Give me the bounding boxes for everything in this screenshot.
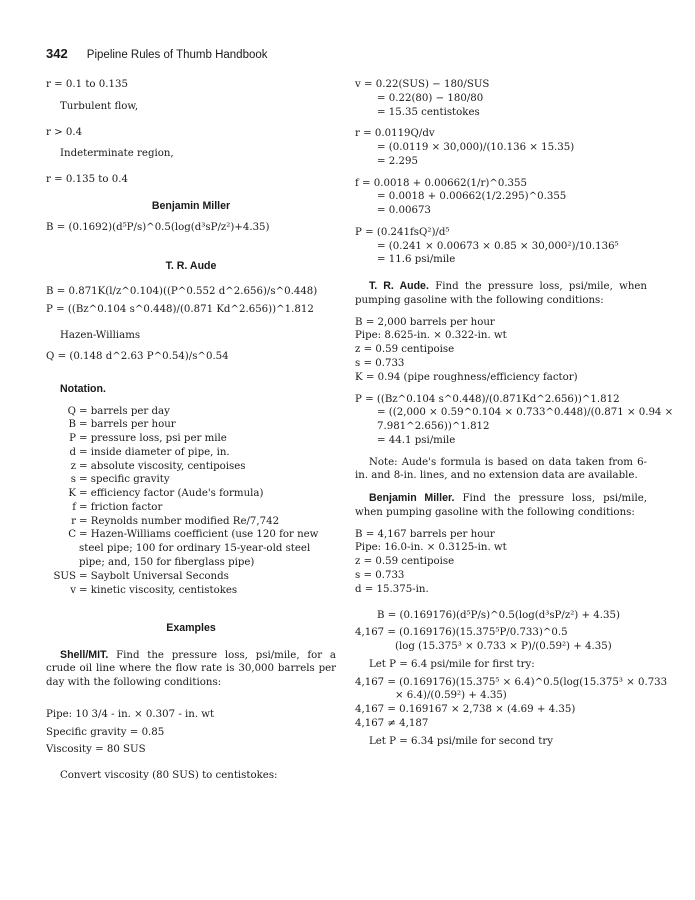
notation-item: d = inside diameter of pipe, in. <box>69 446 230 458</box>
notation-item: P = pressure loss, psi per mile <box>69 433 227 445</box>
aude-p-eq-4: = 44.1 psi/mile <box>377 434 456 446</box>
notation-heading: Notation. <box>60 383 106 396</box>
aude-equation-1: B = 0.871K(l/z^0.104)((P^0.552 d^2.656)/s^0.448) <box>46 286 318 298</box>
pipe-spec: Pipe: 10 3/4 - in. × 0.307 - in. wt <box>46 708 215 720</box>
specific-gravity: Specific gravity = 0.85 <box>46 726 165 738</box>
convert-text: Convert viscosity (80 SUS) to centistokes: <box>60 770 278 782</box>
aude-condition: z = 0.59 centipoise <box>355 344 455 356</box>
r-range-2: r > 0.4 <box>46 126 83 138</box>
shell-lead: Shell/MIT. <box>60 648 109 661</box>
notation-list <box>46 405 336 598</box>
viscosity: Viscosity = 80 SUS <box>46 744 146 756</box>
examples-heading: Examples <box>166 622 216 635</box>
aude-condition: Pipe: 8.625-in. × 0.322-in. wt <box>355 330 507 342</box>
shell-paragraph: Shell/MIT. Find the pressure loss, psi/mile, for a crude oil line where the flow rate is 30,000 barrels per day with the following conditions: <box>46 648 336 689</box>
right-column <box>355 78 674 748</box>
aude-p-eq-3: 7.981^2.656))^1.812 <box>377 421 490 433</box>
miller-eq-5: 4,167 = (0.169176)(15.375⁵ × 6.4)^0.5(log(15.375³ × 0.733 <box>355 676 668 688</box>
miller-paragraph: Benjamin Miller. Find the pressure loss, psi/mile, when pumping gasoline with the following conditions: <box>355 492 647 518</box>
r-eq-1: r = 0.0119Q/dv <box>355 128 435 140</box>
aude-note: Note: Aude's formula is based on data taken from 6-in. and 8-in. lines, and no extension data are available. <box>355 456 647 482</box>
notation-item: f = friction factor <box>72 501 163 513</box>
miller-second-try: Let P = 6.34 psi/mile for second try <box>369 735 553 747</box>
page-number: 342 <box>46 46 68 61</box>
aude-heading: T. R. Aude <box>165 259 217 272</box>
miller-eq-2: 4,167 = (0.169176)(15.375⁵P/0.733)^0.5 <box>355 627 568 639</box>
miller-first-try: Let P = 6.4 psi/mile for first try: <box>369 658 535 670</box>
turbulent-text: Turbulent flow, <box>60 100 139 112</box>
aude-condition: s = 0.733 <box>355 358 405 370</box>
notation-item: s = specific gravity <box>70 474 170 486</box>
p-eq-1: P = (0.241fsQ²)/d⁵ <box>355 226 450 238</box>
notation-item: r = Reynolds number modified Re/7,742 <box>71 515 280 527</box>
r-eq-2: = (0.0119 × 30,000)/(10.136 × 15.35) <box>377 142 575 154</box>
notation-item: K = efficiency factor (Aude's formula) <box>68 488 264 500</box>
r-eq-3: = 2.295 <box>377 155 418 167</box>
miller-heading: Benjamin Miller <box>151 199 231 212</box>
notation-item: v = kinetic viscosity, centistokes <box>70 584 238 596</box>
notation-item: z = absolute viscosity, centipoises <box>70 460 246 472</box>
notation-item: Q = barrels per day <box>67 405 170 417</box>
miller-eq-7: 4,167 = 0.169167 × 2,738 × (4.69 + 4.35) <box>355 704 576 716</box>
miller-condition: z = 0.59 centipoise <box>355 556 455 568</box>
f-eq-1: f = 0.0018 + 0.00662(1/r)^0.355 <box>355 177 528 189</box>
miller-lead: Benjamin Miller. <box>369 492 455 505</box>
aude-p-eq-2: = ((2,000 × 0.59^0.104 × 0.733^0.448)/(0.871 × 0.94 × <box>377 407 674 419</box>
aude-paragraph: T. R. Aude. Find the pressure loss, psi/mile, when pumping gasoline with the following conditions: <box>355 280 647 306</box>
aude-lead: T. R. Aude. <box>369 280 429 293</box>
miller-condition: B = 4,167 barrels per hour <box>355 528 495 540</box>
v-eq-2: = 0.22(80) − 180/80 <box>377 92 484 104</box>
notation-item: SUS = Saybolt Universal Seconds <box>53 570 229 582</box>
aude-p-eq-1: P = ((Bz^0.104 s^0.448)/(0.871Kd^2.656))^1.812 <box>355 393 620 405</box>
miller-eq-6: × 6.4)/(0.59²) + 4.35) <box>395 690 507 702</box>
p-eq-2: = (0.241 × 0.00673 × 0.85 × 30,000²)/10.136⁵ <box>377 240 619 252</box>
notation-item: C = Hazen-Williams coefficient (use 120 for new steel pipe; 100 for ordinary 15-year-old steel pipe; and, 150 for fiberglass pipe) <box>68 529 319 568</box>
miller-eq-1: B = (0.169176)(d⁵P/s)^0.5(log(d³sP/z²) + 4.35) <box>377 609 620 621</box>
r-range-3: r = 0.135 to 0.4 <box>46 174 128 186</box>
hazen-williams-label: Hazen-Williams <box>60 329 141 341</box>
f-eq-3: = 0.00673 <box>377 205 431 217</box>
p-eq-3: = 11.6 psi/mile <box>377 254 456 266</box>
miller-eq-3: (log (15.375³ × 0.733 × P)/(0.59²) + 4.35) <box>395 641 612 653</box>
aude-condition: B = 2,000 barrels per hour <box>355 316 495 328</box>
miller-eq-8: 4,167 ≠ 4,187 <box>355 717 429 729</box>
v-eq-3: = 15.35 centistokes <box>377 106 480 118</box>
left-column <box>46 78 336 783</box>
notation-item: B = barrels per hour <box>68 419 176 431</box>
aude-condition: K = 0.94 (pipe roughness/efficiency factor) <box>355 371 578 383</box>
r-range-1: r = 0.1 to 0.135 <box>46 79 128 90</box>
page-header <box>46 43 268 61</box>
aude-equation-2: P = ((Bz^0.104 s^0.448)/(0.871 Kd^2.656))^1.812 <box>46 303 314 315</box>
miller-condition: s = 0.733 <box>355 569 405 581</box>
indeterminate-text: Indeterminate region, <box>60 148 174 160</box>
miller-equation: B = (0.1692)(d⁵P/s)^0.5(log(d³sP/z²)+4.35) <box>46 222 270 234</box>
v-eq-1: v = 0.22(SUS) − 180/SUS <box>355 79 490 90</box>
f-eq-2: = 0.0018 + 0.00662(1/2.295)^0.355 <box>377 191 567 203</box>
miller-condition: Pipe: 16.0-in. × 0.3125-in. wt <box>355 542 507 554</box>
running-title: Pipeline Rules of Thumb Handbook <box>86 49 268 61</box>
miller-condition: d = 15.375-in. <box>355 583 429 595</box>
hazen-williams-equation: Q = (0.148 d^2.63 P^0.54)/s^0.54 <box>46 351 229 363</box>
